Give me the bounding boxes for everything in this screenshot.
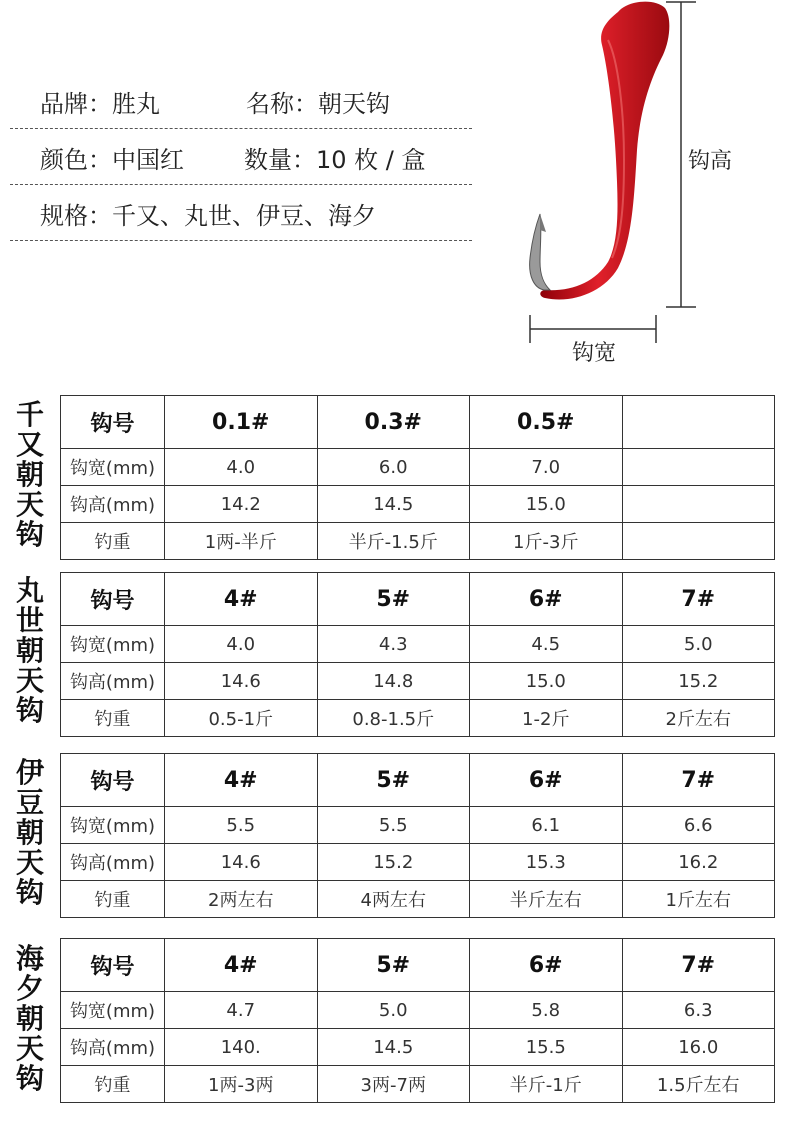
table-row: 钓重 2两左右 4两左右 半斤左右 1斤左右 xyxy=(61,881,775,918)
spec-table-2 xyxy=(60,572,775,737)
table-row: 钩宽(mm) 4.0 4.3 4.5 5.0 xyxy=(61,626,775,663)
table-header-row: 钩号 4# 5# 6# 7# xyxy=(61,573,775,626)
section-3-title: 伊 豆 朝 天 钩 xyxy=(15,756,44,909)
info-row-color-qty xyxy=(10,136,472,185)
table-row: 钓重 1两-3两 3两-7两 半斤-1斤 1.5斤左右 xyxy=(61,1066,775,1103)
info-row-spec xyxy=(10,192,472,241)
table-row: 钩宽(mm) 5.5 5.5 6.1 6.6 xyxy=(61,807,775,844)
hook-height-label: 钩高 xyxy=(688,149,733,174)
hook-illustration xyxy=(500,0,790,370)
hook-width-label: 钩宽 xyxy=(572,341,617,366)
hook-body-shape xyxy=(540,2,669,300)
section-1-title: 千 又 朝 天 钩 xyxy=(15,398,44,551)
spec-text: 规格：千又、丸世、伊豆、海夕 xyxy=(40,202,376,230)
table-row: 钩高(mm) 14.2 14.5 15.0 xyxy=(61,486,775,523)
quantity-text: 数量：10 枚 / 盒 xyxy=(244,146,426,174)
hook-point-shape xyxy=(530,214,550,290)
table-header-row: 钩号 4# 5# 6# 7# xyxy=(61,939,775,992)
hook-diagram xyxy=(500,0,790,370)
product-name-text: 名称：朝天钩 xyxy=(246,90,390,118)
table-row: 钩宽(mm) 4.0 6.0 7.0 xyxy=(61,449,775,486)
spec-table-3 xyxy=(60,753,775,918)
table-row: 钓重 1两-半斤 半斤-1.5斤 1斤-3斤 xyxy=(61,523,775,560)
section-2-title: 丸 世 朝 天 钩 xyxy=(15,574,44,727)
brand-text: 品牌：胜丸 xyxy=(40,90,160,118)
table-header-row: 钩号 4# 5# 6# 7# xyxy=(61,754,775,807)
table-row: 钩高(mm) 140. 14.5 15.5 16.0 xyxy=(61,1029,775,1066)
spec-table-1 xyxy=(60,395,775,560)
info-row-brand-name xyxy=(10,80,472,129)
table-row: 钩高(mm) 14.6 14.8 15.0 15.2 xyxy=(61,663,775,700)
table-row: 钩高(mm) 14.6 15.2 15.3 16.2 xyxy=(61,844,775,881)
section-4-title: 海 夕 朝 天 钩 xyxy=(15,942,44,1095)
table-row: 钩宽(mm) 4.7 5.0 5.8 6.3 xyxy=(61,992,775,1029)
color-text: 颜色：中国红 xyxy=(40,146,184,174)
spec-table-4 xyxy=(60,938,775,1103)
table-row: 钓重 0.5-1斤 0.8-1.5斤 1-2斤 2斤左右 xyxy=(61,700,775,737)
table-header-row: 钩号 0.1# 0.3# 0.5# xyxy=(61,396,775,449)
